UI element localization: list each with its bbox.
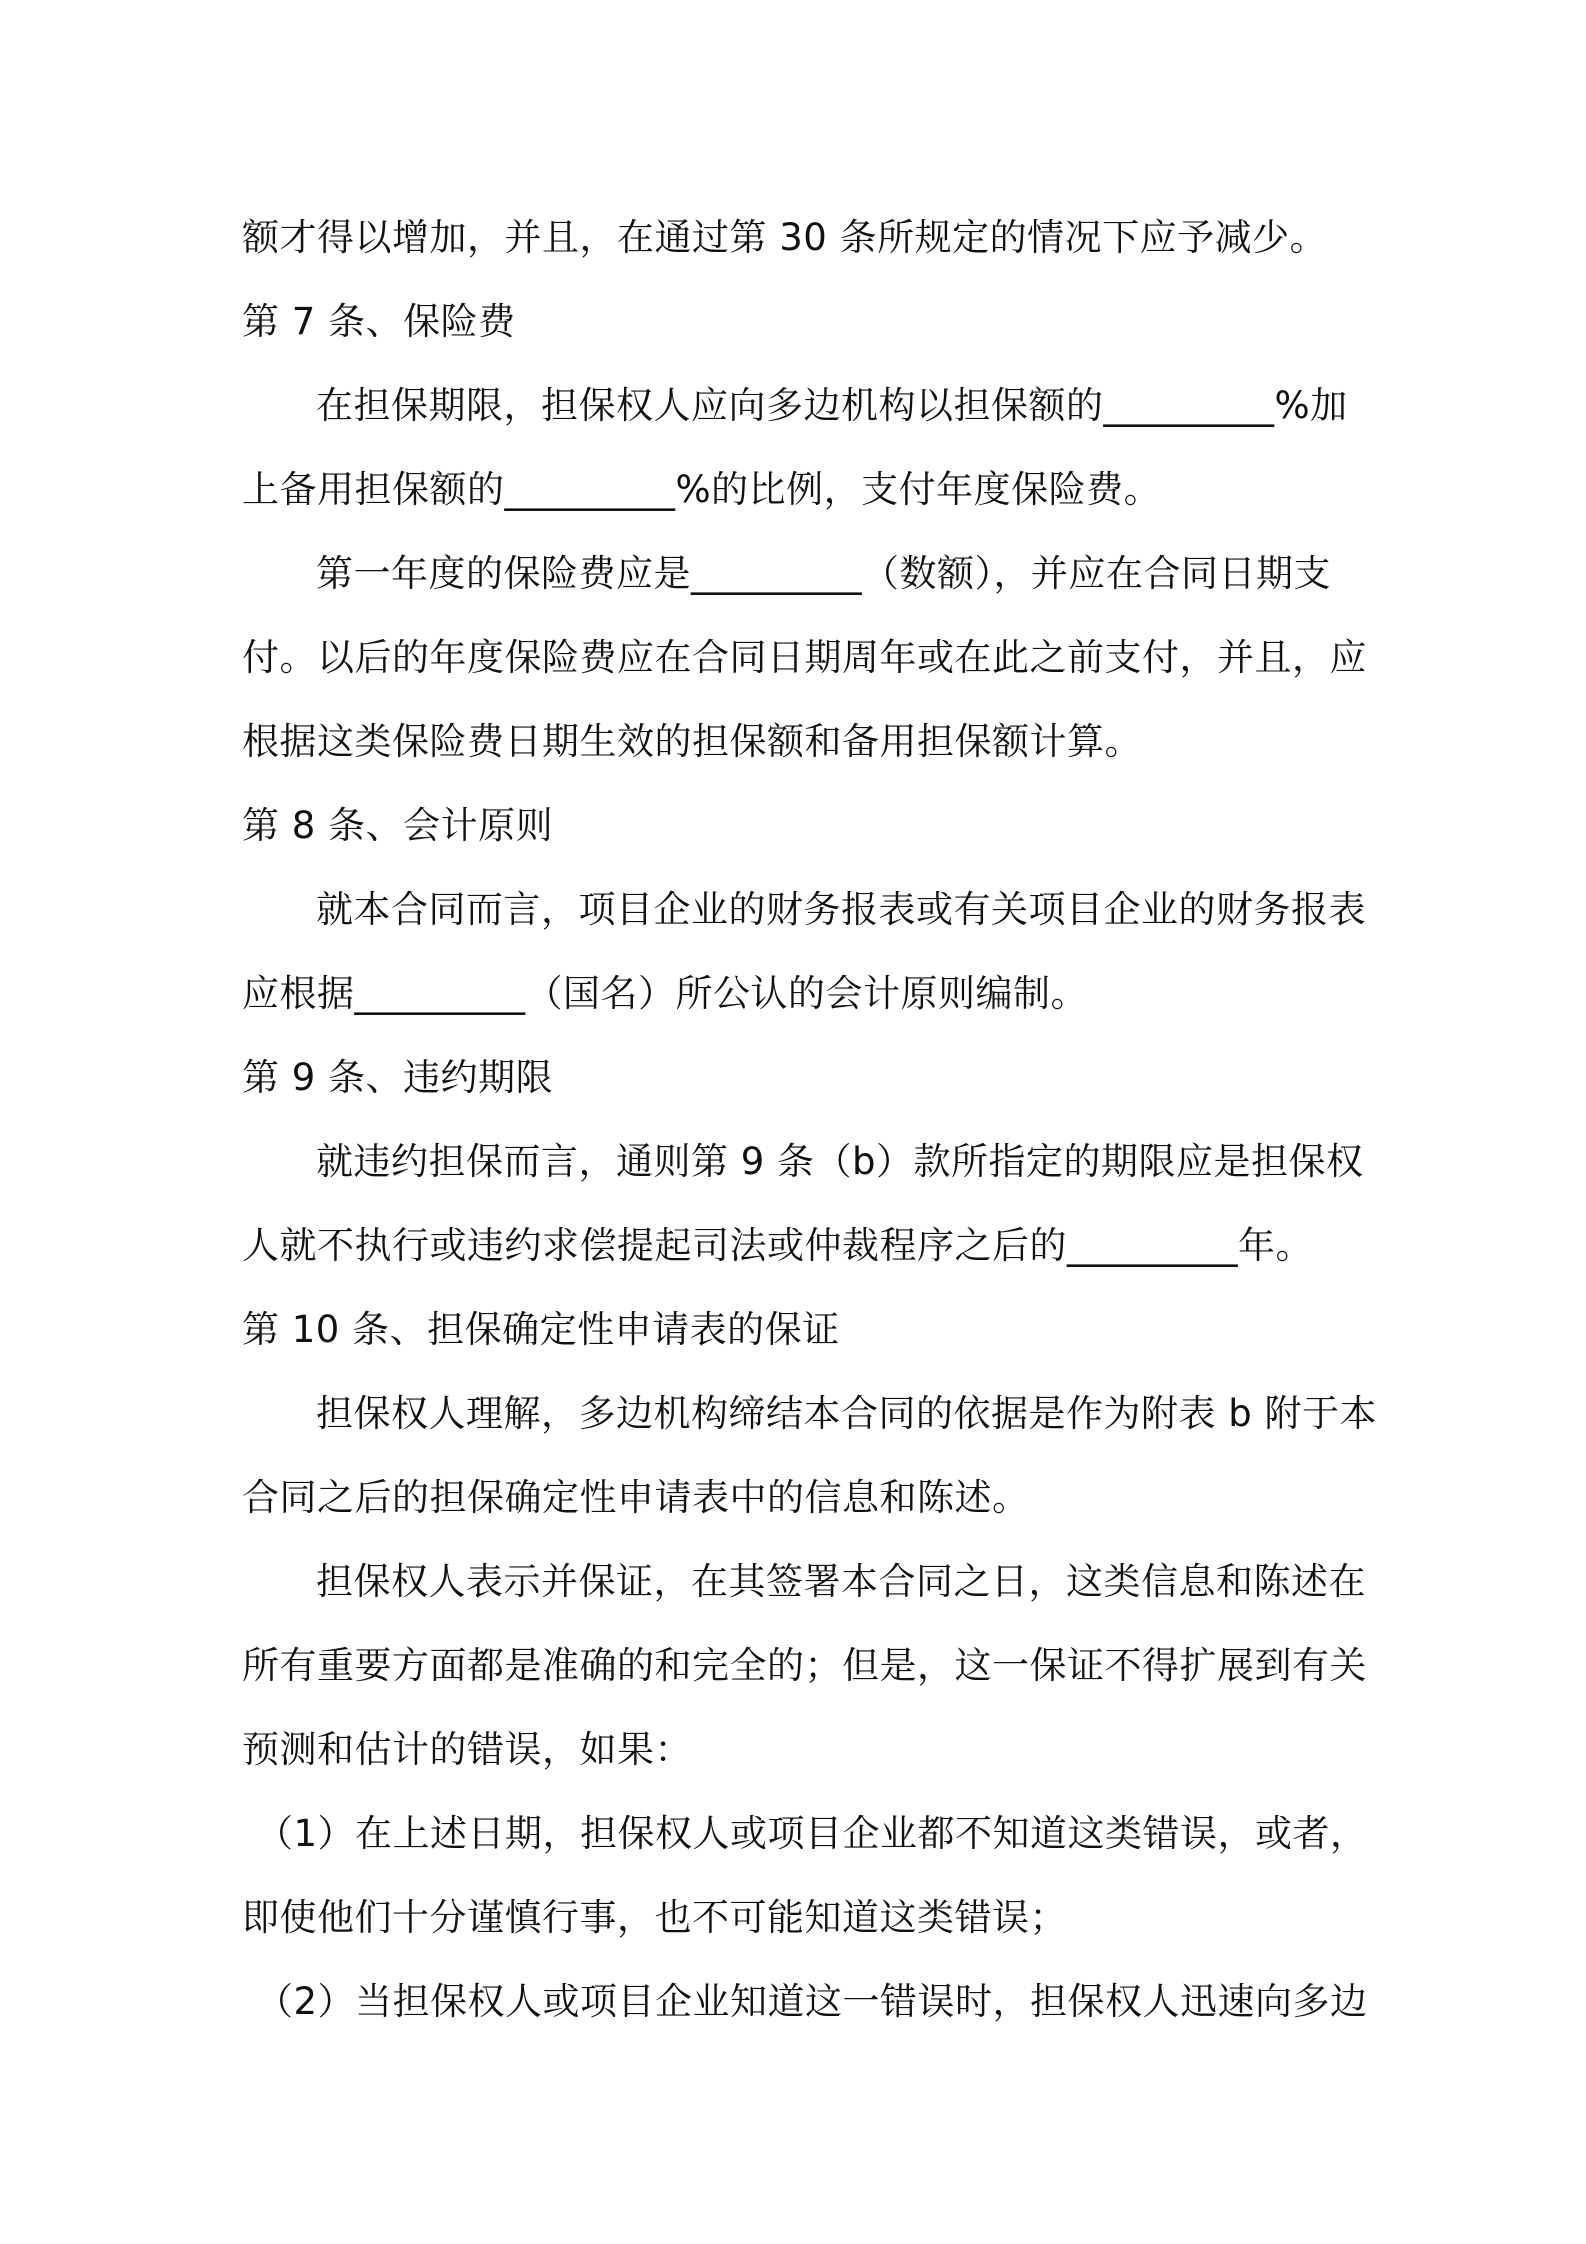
body-line: 即使他们十分谨慎行事，也不可能知道这类错误；	[242, 1896, 1067, 1939]
body-line: 应根据_________（国名）所公认的会计原则编制。	[242, 972, 1088, 1015]
paragraph-line: 就本合同而言，项目企业的财务报表或有关项目企业的财务报表	[316, 888, 1366, 931]
body-line: 根据这类保险费日期生效的担保额和备用担保额计算。	[242, 720, 1142, 763]
list-item-1: （1）在上述日期，担保权人或项目企业都不知道这类错误，或者，	[256, 1812, 1368, 1855]
section-heading-7: 第 7 条、保险费	[242, 300, 516, 343]
paragraph-line: 担保权人表示并保证，在其签署本合同之日，这类信息和陈述在	[316, 1560, 1366, 1603]
section-heading-10: 第 10 条、担保确定性申请表的保证	[242, 1308, 840, 1351]
paragraph-line: 第一年度的保险费应是_________（数额），并应在合同日期支	[316, 552, 1331, 595]
list-item-2: （2）当担保权人或项目企业知道这一错误时，担保权人迅速向多边	[256, 1980, 1368, 2023]
body-line: 人就不执行或违约求偿提起司法或仲裁程序之后的_________年。	[242, 1224, 1313, 1267]
body-line: 所有重要方面都是准确的和完全的；但是，这一保证不得扩展到有关	[242, 1644, 1367, 1687]
body-line: 合同之后的担保确定性申请表中的信息和陈述。	[242, 1476, 1030, 1519]
paragraph-line: 在担保期限，担保权人应向多边机构以担保额的_________%加	[316, 384, 1348, 427]
document-page	[242, 196, 1378, 2044]
body-line: 上备用担保额的_________%的比例，支付年度保险费。	[242, 468, 1162, 511]
section-heading-8: 第 8 条、会计原则	[242, 804, 554, 847]
paragraph-line: 担保权人理解，多边机构缔结本合同的依据是作为附表 b 附于本	[316, 1392, 1378, 1435]
section-heading-9: 第 9 条、违约期限	[242, 1056, 554, 1099]
body-line: 额才得以增加，并且，在通过第 30 条所规定的情况下应予减少。	[242, 216, 1328, 259]
body-line: 付。以后的年度保险费应在合同日期周年或在此之前支付，并且，应	[242, 636, 1367, 679]
paragraph-line: 就违约担保而言，通则第 9 条（b）款所指定的期限应是担保权	[316, 1140, 1364, 1183]
body-line: 预测和估计的错误，如果：	[242, 1728, 692, 1771]
